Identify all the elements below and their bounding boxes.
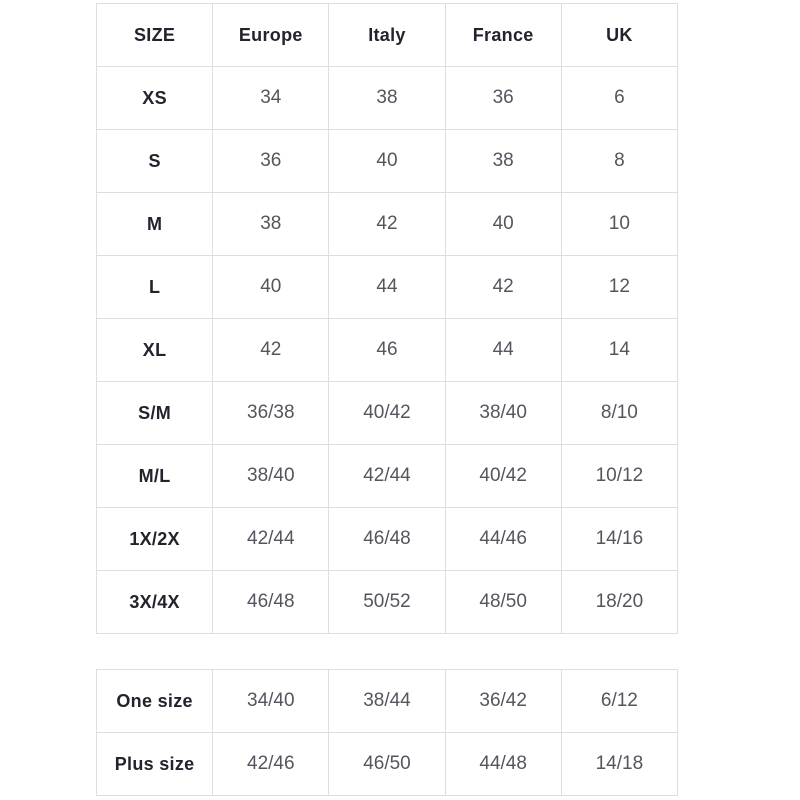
table-gap xyxy=(96,634,678,669)
value-cell: 40 xyxy=(213,256,329,319)
value-cell: 50/52 xyxy=(329,571,445,634)
size-label-cell: L xyxy=(97,256,213,319)
value-cell: 10 xyxy=(561,193,677,256)
value-cell: 36/38 xyxy=(213,382,329,445)
special-sizes-table xyxy=(96,669,678,796)
value-cell: 8 xyxy=(561,130,677,193)
header-row xyxy=(97,4,678,67)
value-cell: 44/46 xyxy=(445,508,561,571)
value-cell: 6/12 xyxy=(561,670,677,733)
value-cell: 36/42 xyxy=(445,670,561,733)
value-cell: 46/48 xyxy=(329,508,445,571)
value-cell: 38/44 xyxy=(329,670,445,733)
table-row xyxy=(97,67,678,130)
value-cell: 46/50 xyxy=(329,733,445,796)
table-row xyxy=(97,382,678,445)
value-cell: 38 xyxy=(213,193,329,256)
size-label-cell: S xyxy=(97,130,213,193)
size-label-cell: Plus size xyxy=(97,733,213,796)
size-label-cell: One size xyxy=(97,670,213,733)
size-label-cell: XL xyxy=(97,319,213,382)
size-label-cell: M xyxy=(97,193,213,256)
value-cell: 44 xyxy=(445,319,561,382)
value-cell: 38 xyxy=(445,130,561,193)
value-cell: 46 xyxy=(329,319,445,382)
value-cell: 34/40 xyxy=(213,670,329,733)
value-cell: 48/50 xyxy=(445,571,561,634)
value-cell: 40 xyxy=(445,193,561,256)
value-cell: 6 xyxy=(561,67,677,130)
table-row xyxy=(97,319,678,382)
main-size-table xyxy=(96,3,678,634)
column-header-size: SIZE xyxy=(97,4,213,67)
value-cell: 38 xyxy=(329,67,445,130)
table-row xyxy=(97,445,678,508)
size-label-cell: XS xyxy=(97,67,213,130)
table-row xyxy=(97,571,678,634)
table-row xyxy=(97,130,678,193)
size-conversion-chart xyxy=(96,3,678,796)
column-header-france: France xyxy=(445,4,561,67)
value-cell: 36 xyxy=(445,67,561,130)
value-cell: 10/12 xyxy=(561,445,677,508)
table-row xyxy=(97,733,678,796)
value-cell: 42/44 xyxy=(213,508,329,571)
size-label-cell: S/M xyxy=(97,382,213,445)
size-label-cell: 1X/2X xyxy=(97,508,213,571)
special-sizes-table-body xyxy=(97,670,678,796)
column-header-europe: Europe xyxy=(213,4,329,67)
table-row xyxy=(97,508,678,571)
column-header-uk: UK xyxy=(561,4,677,67)
table-row xyxy=(97,670,678,733)
size-label-cell: M/L xyxy=(97,445,213,508)
value-cell: 44 xyxy=(329,256,445,319)
value-cell: 42/44 xyxy=(329,445,445,508)
value-cell: 38/40 xyxy=(445,382,561,445)
value-cell: 40 xyxy=(329,130,445,193)
value-cell: 36 xyxy=(213,130,329,193)
table-row xyxy=(97,256,678,319)
value-cell: 42 xyxy=(445,256,561,319)
value-cell: 34 xyxy=(213,67,329,130)
value-cell: 8/10 xyxy=(561,382,677,445)
value-cell: 12 xyxy=(561,256,677,319)
value-cell: 42/46 xyxy=(213,733,329,796)
value-cell: 40/42 xyxy=(329,382,445,445)
value-cell: 44/48 xyxy=(445,733,561,796)
value-cell: 38/40 xyxy=(213,445,329,508)
value-cell: 42 xyxy=(213,319,329,382)
value-cell: 42 xyxy=(329,193,445,256)
table-row xyxy=(97,193,678,256)
value-cell: 14/16 xyxy=(561,508,677,571)
value-cell: 14/18 xyxy=(561,733,677,796)
value-cell: 40/42 xyxy=(445,445,561,508)
value-cell: 18/20 xyxy=(561,571,677,634)
value-cell: 14 xyxy=(561,319,677,382)
size-label-cell: 3X/4X xyxy=(97,571,213,634)
main-table-body xyxy=(97,67,678,634)
value-cell: 46/48 xyxy=(213,571,329,634)
column-header-italy: Italy xyxy=(329,4,445,67)
table-header xyxy=(97,4,678,67)
